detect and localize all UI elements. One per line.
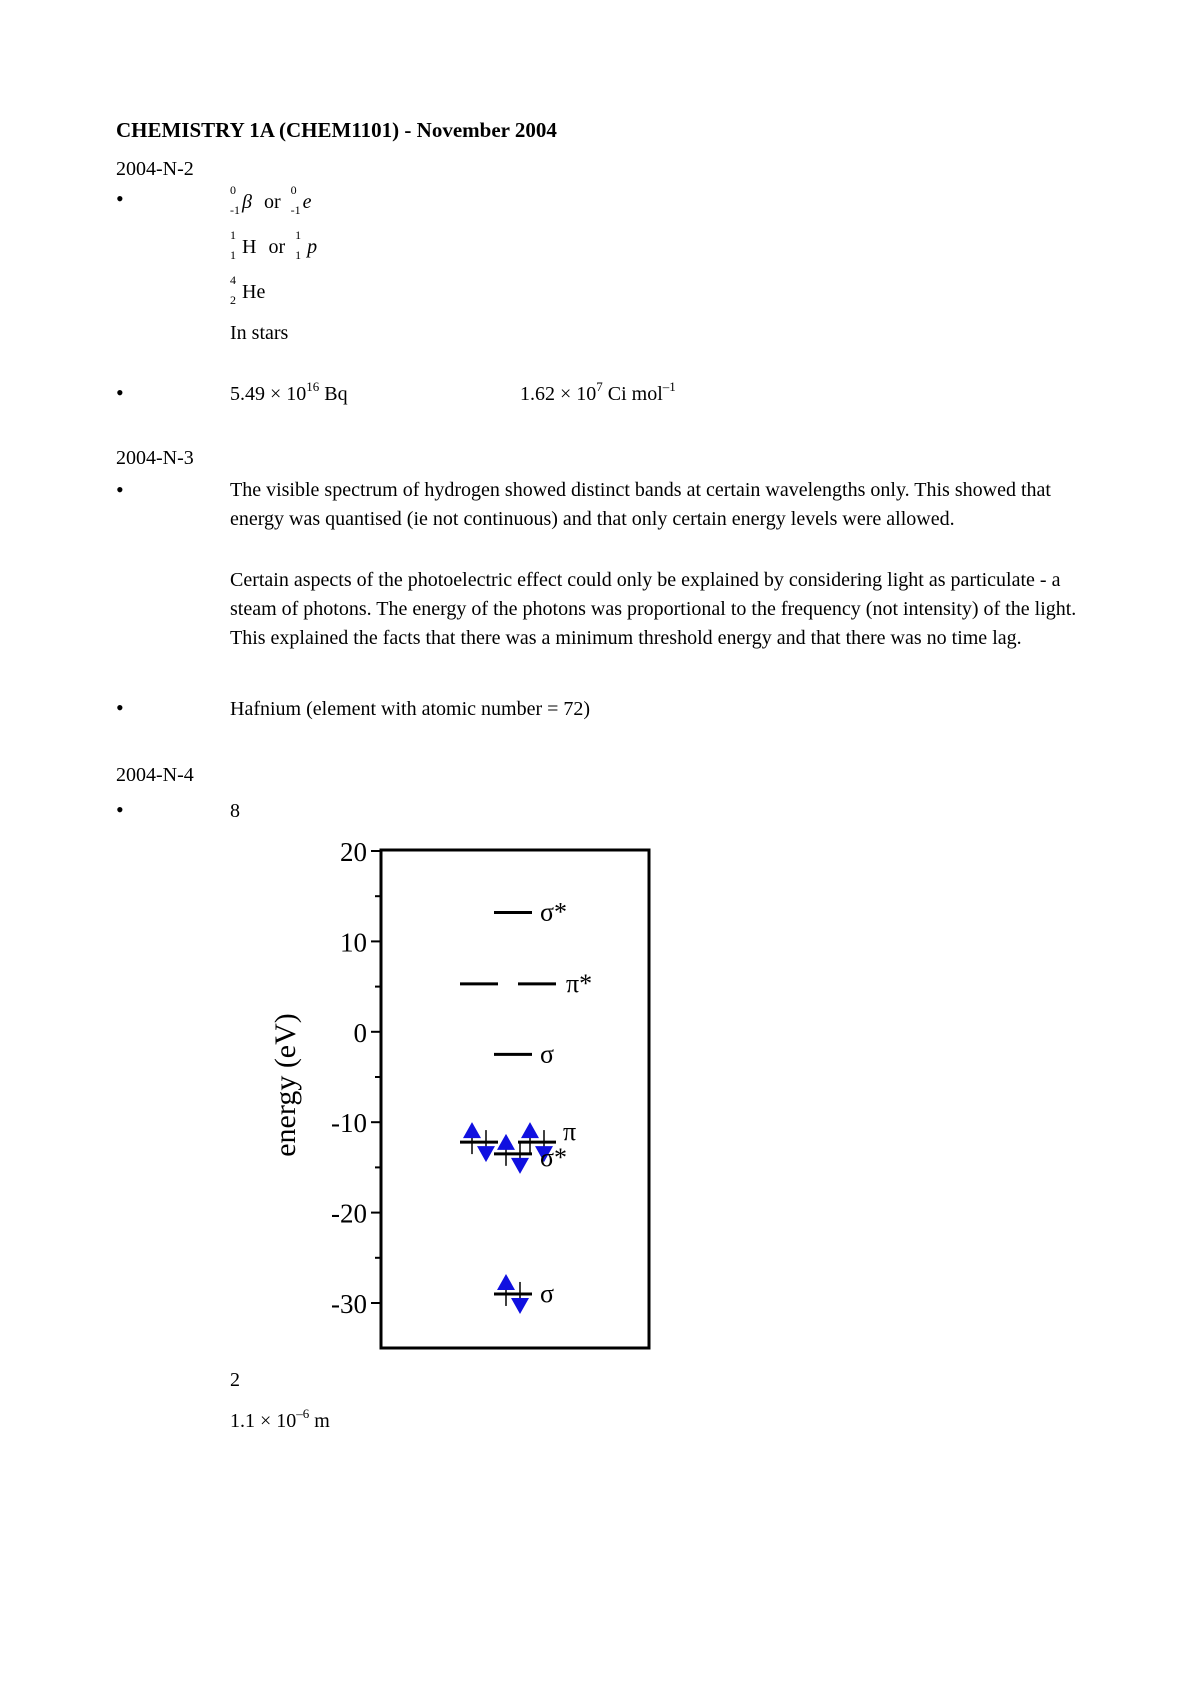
hydrogen-nuclide: 1 1 H (230, 228, 257, 262)
orbital-label: π (563, 1117, 577, 1147)
bullet-n2-1: • (116, 186, 124, 211)
y-tick-label: -30 (331, 1289, 367, 1319)
page-title: CHEMISTRY 1A (CHEM1101) - November 2004 (116, 118, 557, 142)
y-tick-label: -20 (331, 1198, 367, 1229)
orbital-label: σ (540, 1039, 555, 1069)
beta-particle-line: 0 -1 β or 0 -1 e (230, 183, 312, 217)
spin-up-electron (463, 1122, 481, 1138)
question-label-n3: 2004-N-3 (116, 447, 194, 469)
hydrogen-spectrum-paragraph: The visible spectrum of hydrogen showed distinct bands at certain wavelengths only. This showed that energy was quantised (ie not continuous) and that only certain energy levels were allowed. (230, 479, 1051, 530)
y-axis-label: energy (eV) (269, 1013, 302, 1157)
bullet-n3-2: • (116, 695, 124, 720)
y-tick-label: 20 (340, 837, 367, 867)
plot-frame (381, 850, 649, 1348)
orbital-label: σ* (540, 1142, 568, 1172)
orbital-label: σ (540, 1278, 555, 1308)
bullet-n2-2: • (116, 380, 124, 405)
spin-down-electron (511, 1158, 529, 1174)
bullet-n4-1: • (116, 797, 124, 822)
spin-up-electron (497, 1274, 515, 1290)
beta-nuclide: 0 -1 β (230, 183, 252, 217)
spin-up-electron (521, 1122, 539, 1138)
y-tick-label: -10 (331, 1108, 367, 1139)
electron-nuclide: 0 -1 e (290, 183, 312, 217)
proton-nuclide: 1 1 p (295, 228, 318, 262)
answer-electron-count: 8 (230, 800, 240, 822)
y-tick-label: 0 (353, 1017, 367, 1048)
wavelength-answer: $1.1 \times 10^{-6}$ m (230, 1406, 330, 1432)
location-answer: In stars (230, 322, 289, 344)
molar-activity-answer: $1.62 \times 10^7$ Ci mol$^{-1}$ (520, 379, 676, 405)
y-tick-label: 10 (340, 927, 367, 958)
answer-two: 2 (230, 1369, 240, 1391)
orbital-label: σ* (540, 897, 568, 927)
question-label-n4: 2004-N-4 (116, 764, 194, 786)
spin-down-electron (477, 1146, 495, 1162)
photoelectric-paragraph: Certain aspects of the photoelectric effect could only be explained by considering light as particulate - a steam of photons. The energy of the photons was proportional to the frequency (not intensity) of the light. This explained the facts that there was a minimum threshold energy and that there was no time lag. (230, 569, 1077, 649)
bullet-n3-1: • (116, 477, 124, 502)
activity-answer: $5.49 \times 10^{16}$ Bq (230, 379, 348, 405)
spin-down-electron (511, 1298, 529, 1314)
hafnium-answer: Hafnium (element with atomic number = 72) (230, 698, 591, 720)
orbital-label: π* (566, 968, 593, 998)
proton-line: 1 1 H or 1 1 p (230, 228, 318, 262)
spin-up-electron (497, 1134, 515, 1150)
helium-nuclide: 4 2 He (230, 273, 266, 307)
question-label-n2: 2004-N-2 (116, 158, 194, 180)
